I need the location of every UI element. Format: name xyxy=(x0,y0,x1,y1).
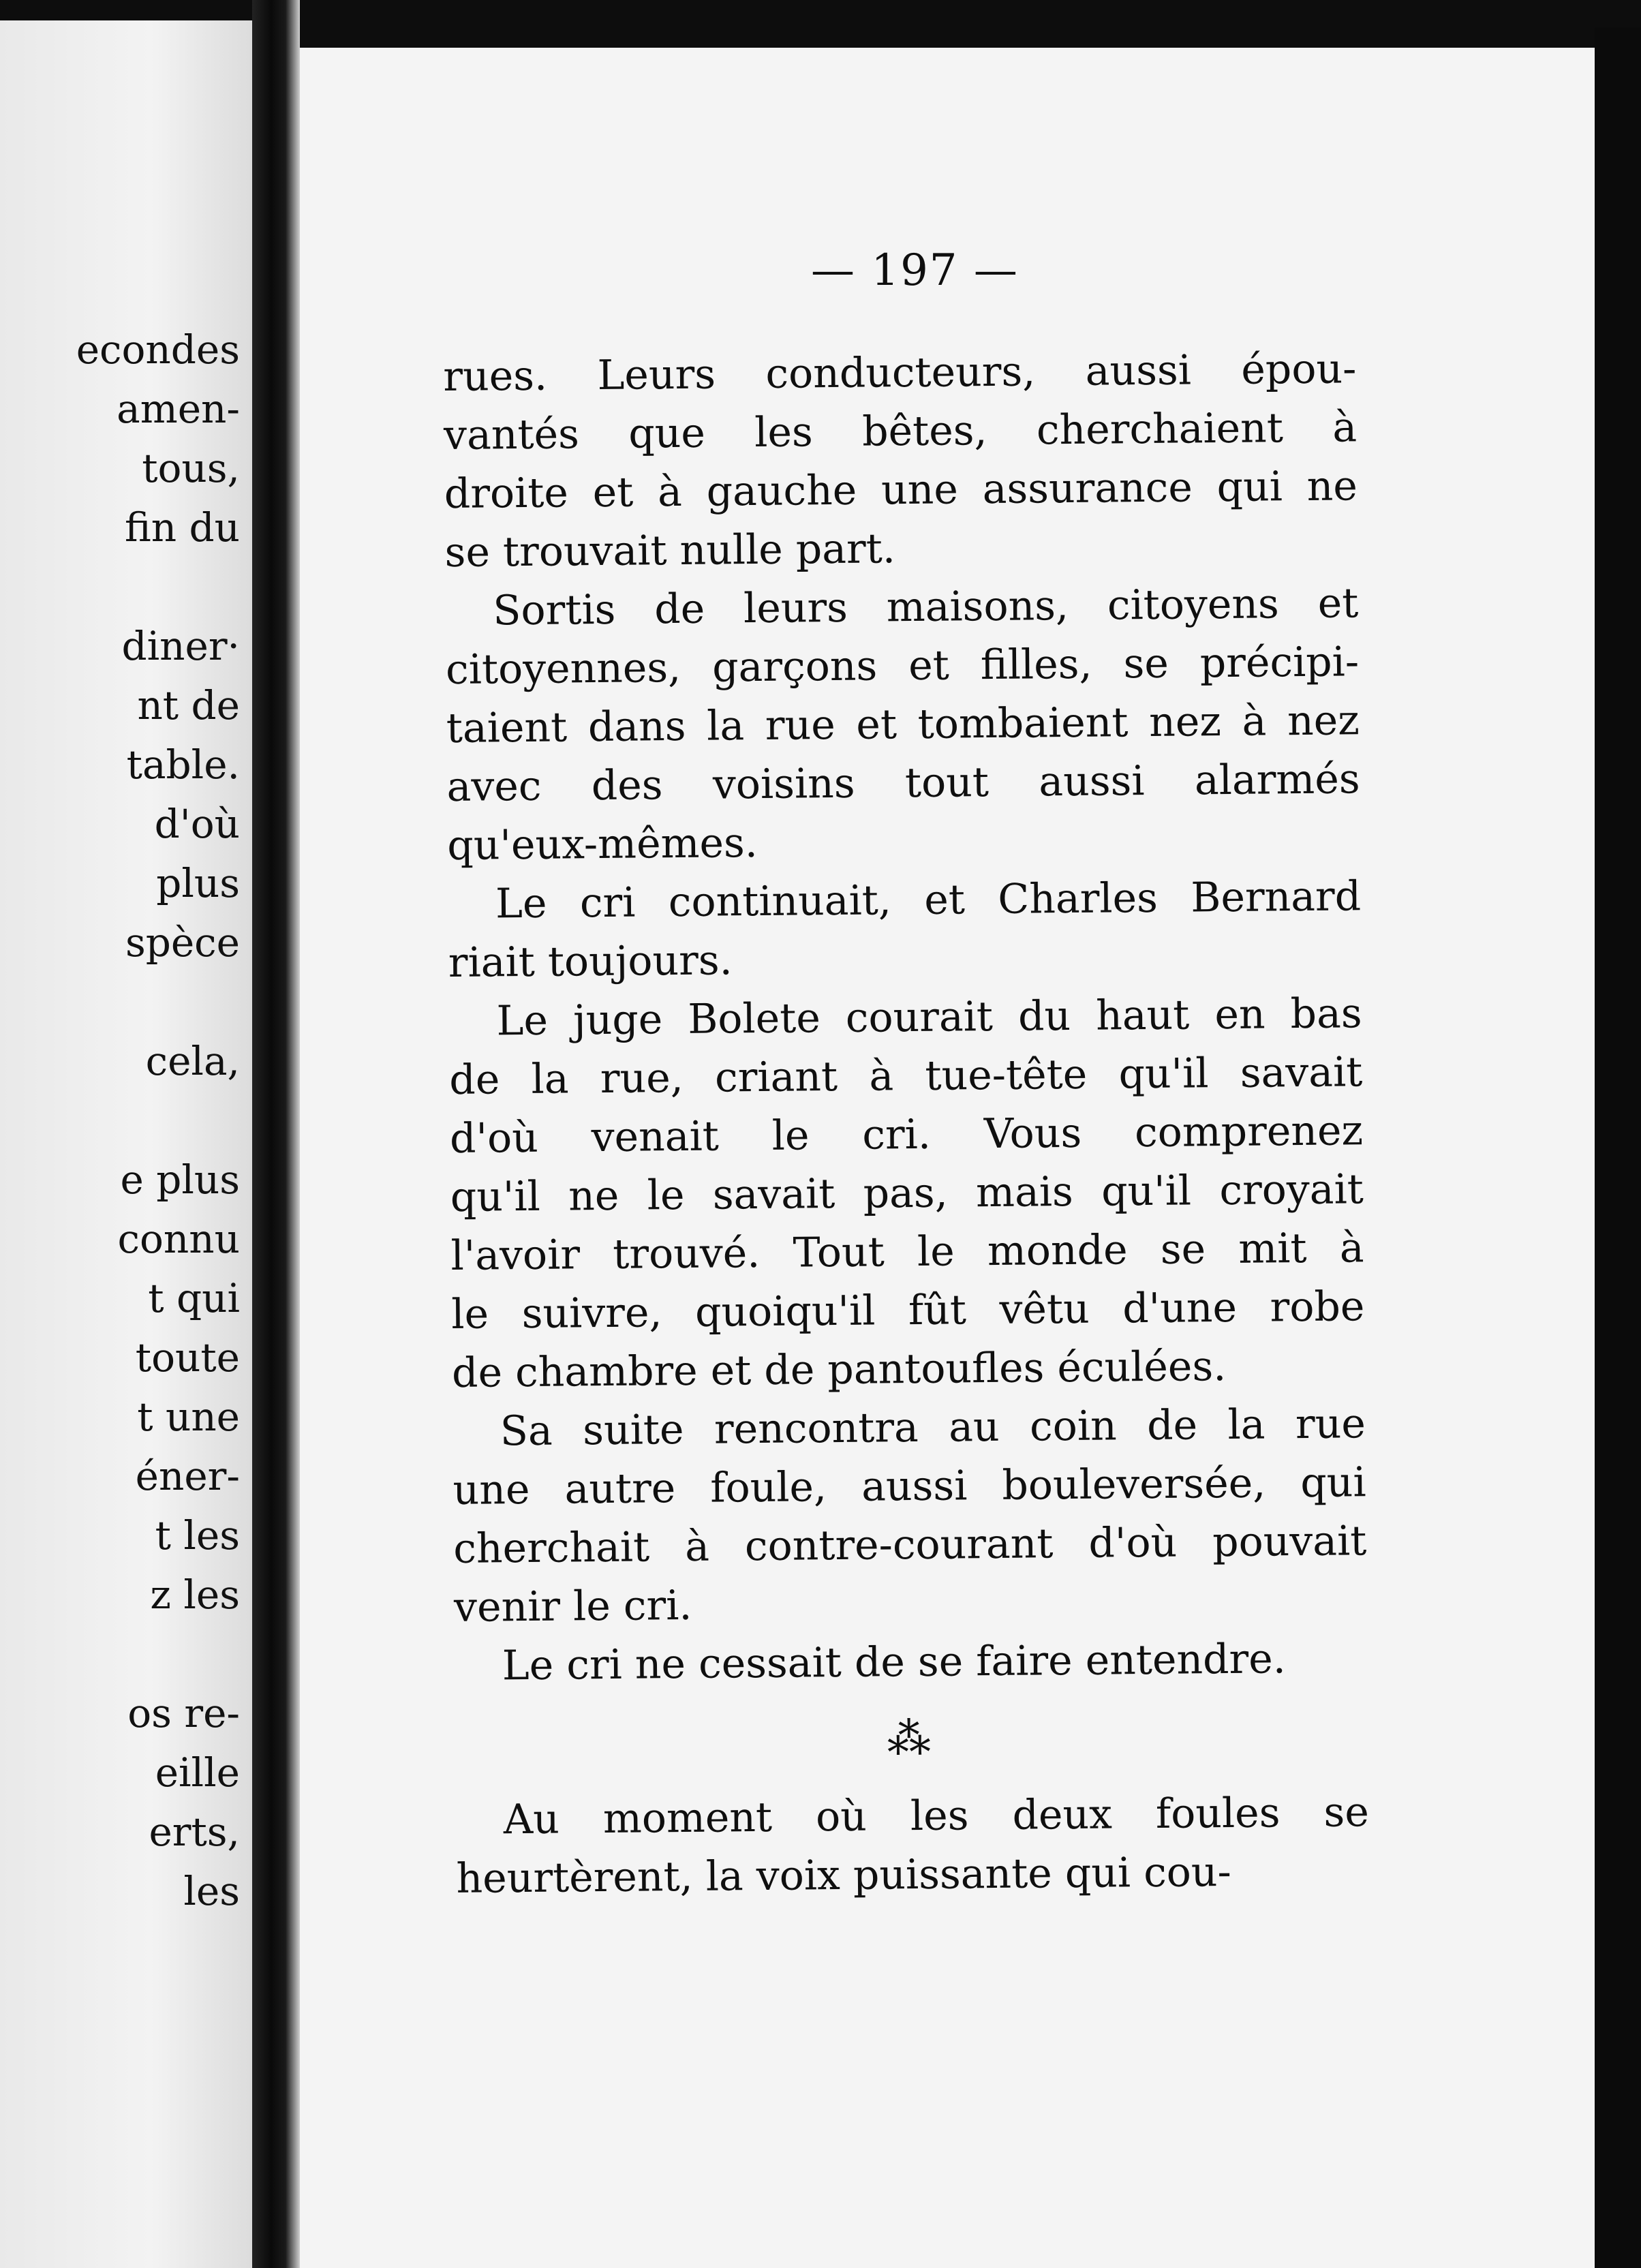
previous-page-line: tous, xyxy=(142,445,240,491)
text-line: Au moment où les deux foules se xyxy=(503,1788,1370,1844)
text-line: Sa suite rencontra au coin de la rue xyxy=(500,1400,1366,1456)
previous-page-line: t qui xyxy=(148,1275,240,1321)
previous-page xyxy=(0,20,252,2268)
previous-page-line xyxy=(0,1091,240,1150)
text-line: droite et à gauche une assurance qui ne xyxy=(444,462,1358,518)
text-line: se trouvait nulle part. xyxy=(444,525,896,577)
previous-page-line: table. xyxy=(126,741,240,788)
previous-page-line: les xyxy=(183,1868,240,1914)
page-body xyxy=(443,339,1370,1908)
text-line: Le cri continuait, et Charles Bernard xyxy=(495,872,1362,928)
text-line: qu'eux-mêmes. xyxy=(447,818,758,870)
text-line: Le juge Bolete courait du haut en bas xyxy=(496,990,1362,1045)
text-line: vantés que les bêtes, cherchaient à xyxy=(443,403,1358,459)
text-line: Le cri ne cessait de se faire entendre. xyxy=(502,1635,1287,1690)
page-edge xyxy=(1595,27,1641,2268)
book-gutter xyxy=(252,0,300,2268)
previous-page-line: cela, xyxy=(145,1038,240,1084)
previous-page-line: e plus xyxy=(120,1156,240,1203)
text-line: d'où venait le cri. Vous comprenez xyxy=(449,1107,1364,1163)
previous-page-line: nt de xyxy=(137,682,240,729)
text-line: l'avoir trouvé. Tout le monde se mit à xyxy=(450,1224,1364,1280)
text-line: rues. Leurs conducteurs, aussi épou- xyxy=(443,345,1357,401)
previous-page-line: amen- xyxy=(117,386,240,432)
text-line: Sortis de leurs maisons, citoyens et xyxy=(493,579,1359,635)
text-line: heurtèrent, la voix puissante qui cou- xyxy=(456,1848,1232,1903)
text-line: le suivre, quoiqu'il fût vêtu d'une robe xyxy=(451,1283,1365,1338)
section-asterism: ⁂ xyxy=(887,1713,937,1765)
previous-page-line: os re- xyxy=(127,1690,240,1736)
previous-page-line: t une xyxy=(137,1394,240,1440)
text-line: qu'il ne le savait pas, mais qu'il croyait xyxy=(450,1165,1364,1221)
text-line: riait toujours. xyxy=(448,936,733,987)
page-number: — 197 — xyxy=(811,245,1019,296)
previous-page-line: plus xyxy=(156,860,240,906)
text-line: cherchait à contre-courant d'où pouvait xyxy=(453,1517,1367,1573)
previous-page-text xyxy=(0,320,240,1921)
previous-page-line: d'où xyxy=(154,801,240,847)
previous-page-line: spèce xyxy=(125,919,240,966)
text-line: de la rue, criant à tue-tête qu'il savait xyxy=(449,1048,1363,1104)
previous-page-line xyxy=(0,557,240,617)
previous-page-line: eille xyxy=(155,1749,240,1796)
previous-page-line: diner· xyxy=(121,623,240,669)
previous-page-line: t les xyxy=(155,1512,240,1559)
text-line: venir le cri. xyxy=(453,1581,692,1631)
previous-page-line xyxy=(0,1625,240,1684)
previous-page-line: fin du xyxy=(125,504,240,551)
text-line: une autre foule, aussi bouleversée, qui xyxy=(453,1458,1366,1514)
previous-page-line xyxy=(0,972,240,1032)
previous-page-line: erts, xyxy=(149,1809,240,1855)
previous-page-line: econdes xyxy=(76,326,240,373)
previous-page-line: éner- xyxy=(135,1453,240,1499)
text-line: citoyennes, garçons et filles, se précipi- xyxy=(445,638,1360,694)
previous-page-line: toute xyxy=(135,1334,240,1381)
previous-page-line: z les xyxy=(150,1572,240,1618)
previous-page-line: connu xyxy=(117,1216,240,1262)
text-line: avec des voisins tout aussi alarmés xyxy=(446,755,1360,811)
text-line: taient dans la rue et tombaient nez à nez xyxy=(446,696,1360,752)
text-line: de chambre et de pantoufles éculées. xyxy=(451,1343,1227,1397)
